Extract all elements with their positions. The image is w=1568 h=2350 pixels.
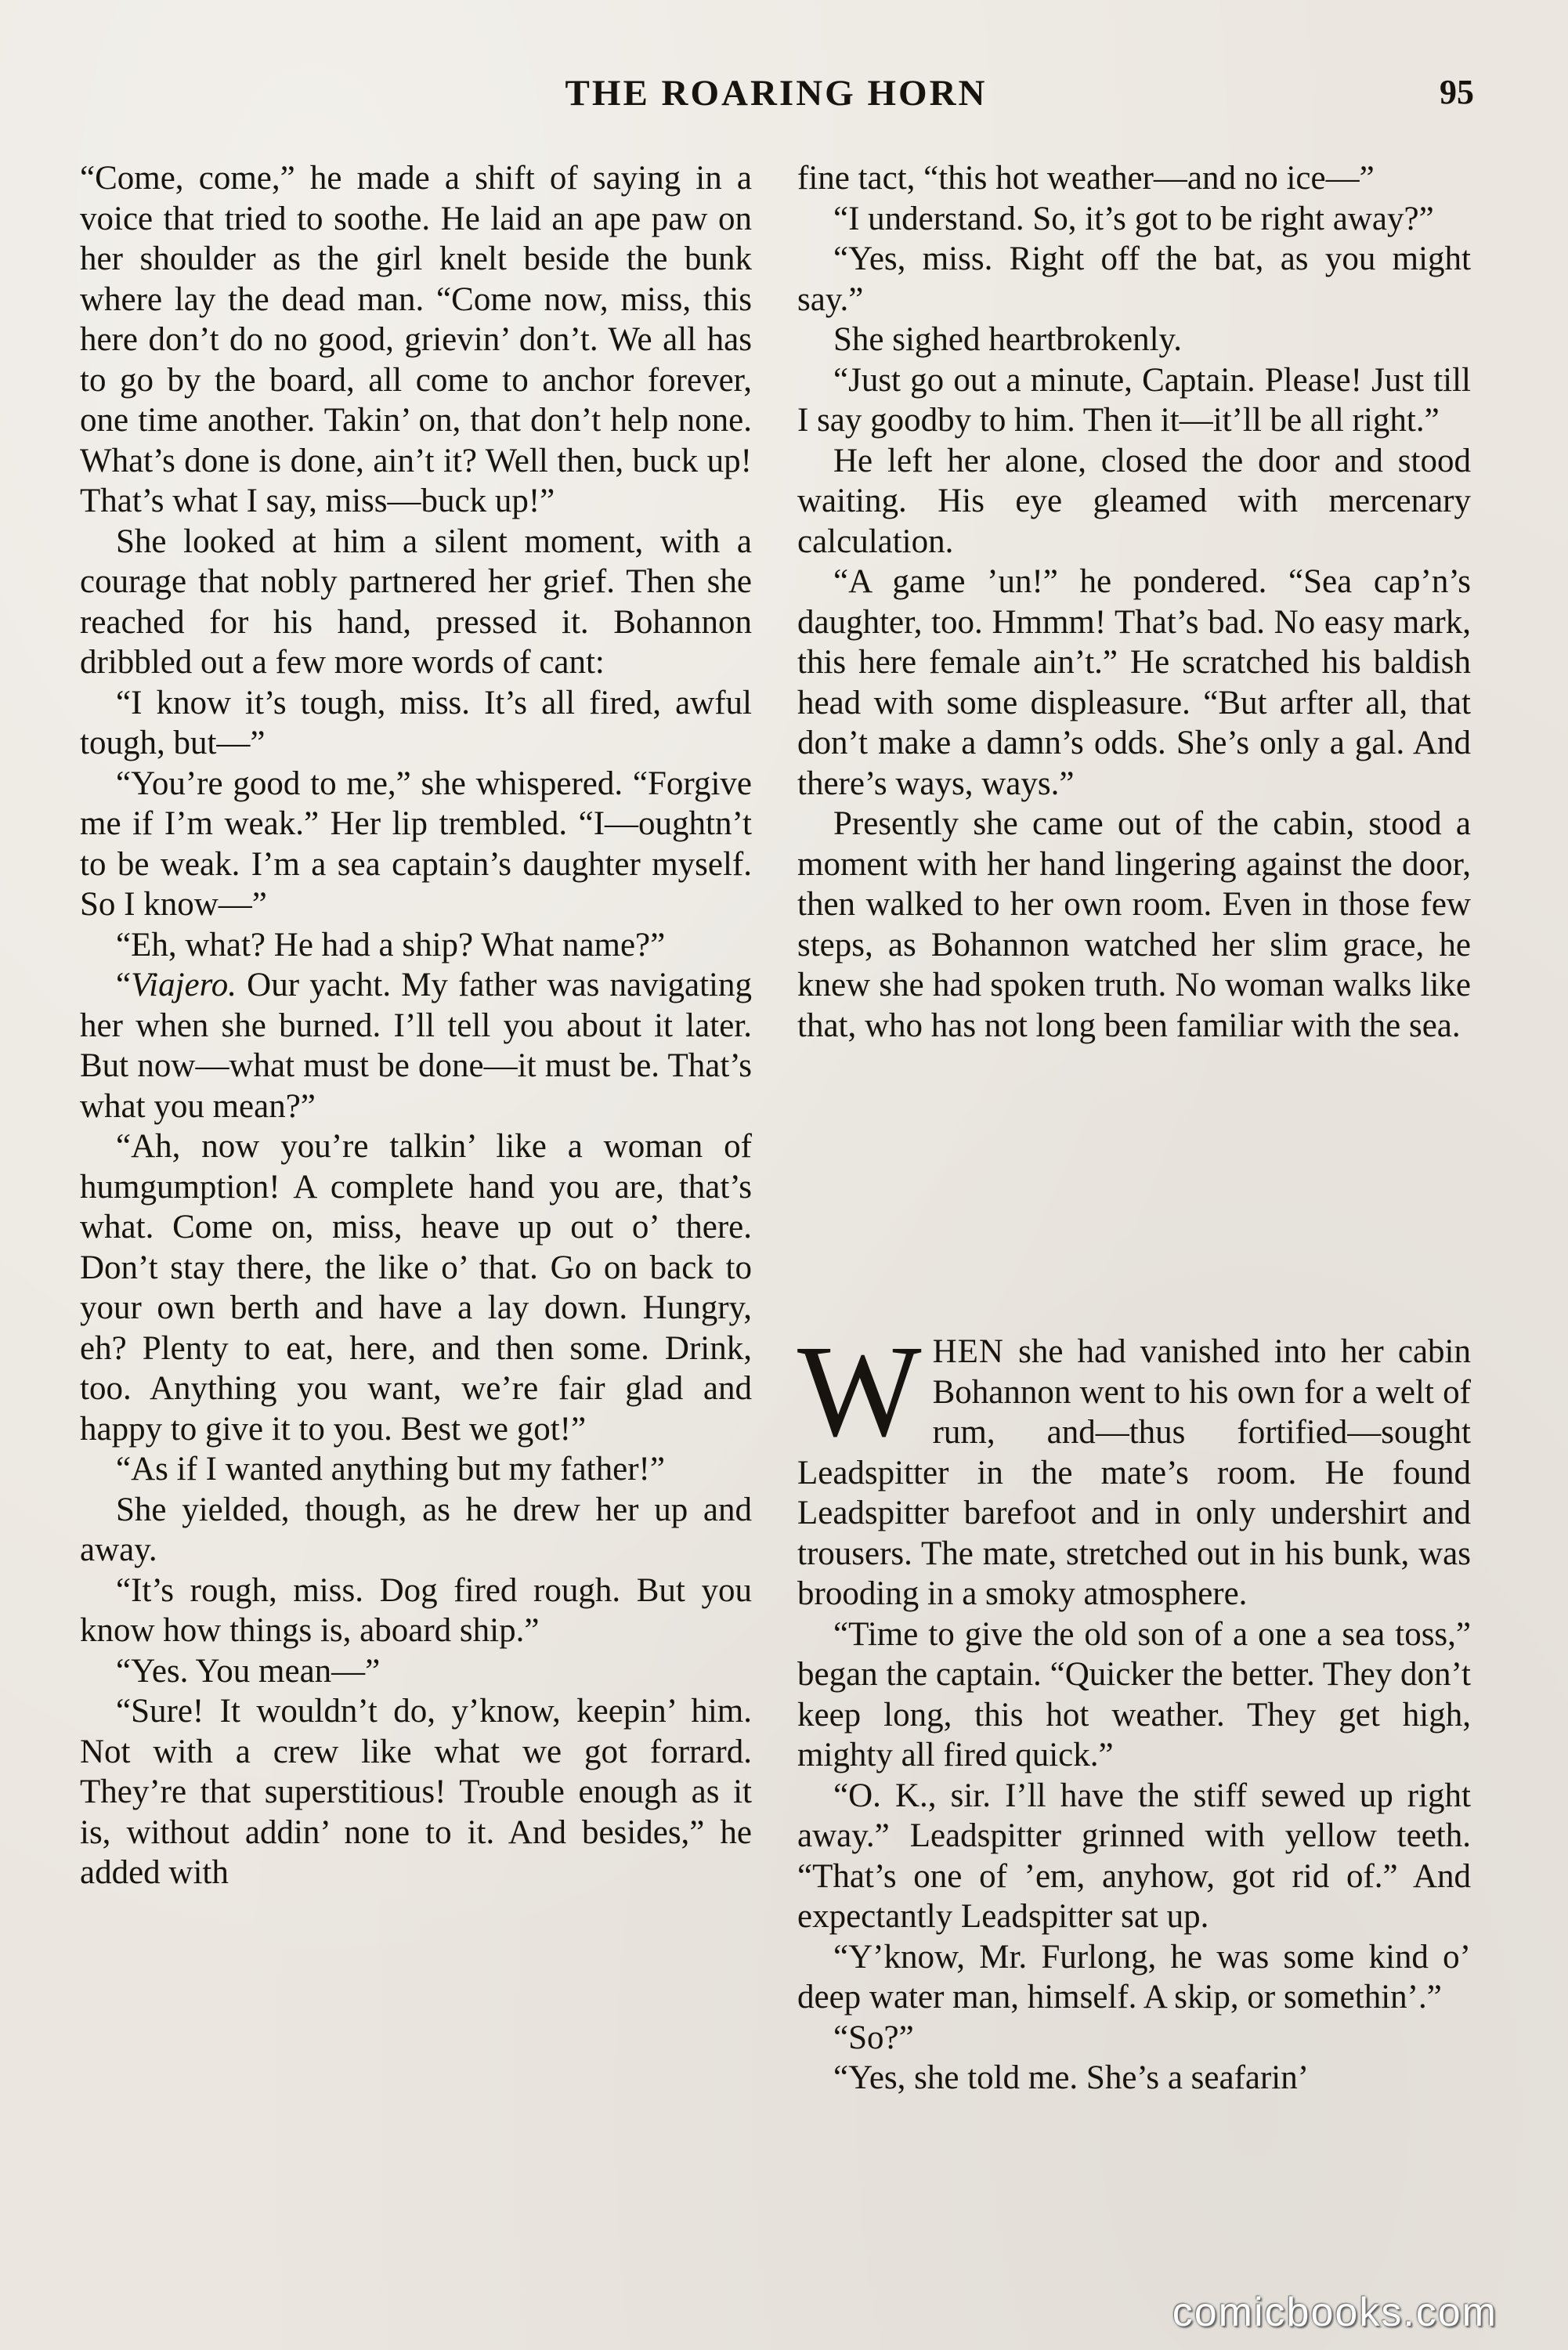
paragraph: She looked at him a silent moment, with a courage that nobly partnered her grief. Then she reached for his hand, pressed it. Bohannon dribbled out a few more words of cant: bbox=[80, 522, 752, 681]
drop-cap: W bbox=[797, 1318, 922, 1464]
paragraph: fine tact, “this hot weather—and no ice—” bbox=[797, 160, 1375, 197]
paragraph: “Ah, now you’re talkin’ like a woman of humgumption! A complete hand you are, that’s what. Come on, miss, heave up out o’ there. Don’t stay there, the like o’ that. Go on back to your own berth and have a lay down. Hungry, eh? Plenty to eat, here, and then some. Drink, too. Anything you want, we’re fair glad and happy to give it to you. Best we got!” bbox=[80, 1128, 752, 1448]
page-title: THE ROARING HORN bbox=[565, 73, 988, 114]
paragraph: “Time to give the old son of a one a sea toss,” began the captain. “Quicker the better. They don’t keep long, this hot weather. They get high, mighty all fired quick.” bbox=[797, 1615, 1471, 1773]
paragraph: “A game ’un!” he pondered. “Sea cap’n’s daughter, too. Hmmm! That’s bad. No easy mark, this here female ain’t.” He scratched his baldish head with some displeasure. “But arfter all, that don’t make a damn’s odds. She’s only a gal. And there’s ways, ways.” bbox=[797, 563, 1471, 802]
paragraph-viajero bbox=[80, 965, 752, 1126]
paragraph: “Yes, she told me. She’s a seafarin’ bbox=[833, 2059, 1310, 2096]
paragraph: He left her alone, closed the door and stood waiting. His eye gleamed with mercenary calculation. bbox=[797, 442, 1471, 560]
paragraph: She sighed heartbrokenly. bbox=[833, 321, 1183, 358]
paragraph: “I understand. So, it’s got to be right away?” bbox=[833, 200, 1434, 237]
left-column bbox=[80, 158, 752, 1893]
paragraph-text: she had vanished into her cabin Bohannon went to his own for a welt of rum, and—thus fortified—sought Leadspitter in the mate’s room. He found Leadspitter barefoot and in only undershirt and trousers. The mate, stretched out in his bunk, was brooding in a smoky atmosphere. bbox=[797, 1333, 1471, 1612]
paragraph: “Come, come,” he made a shift of saying in a voice that tried to soothe. He laid an ape paw on her shoulder as the girl knelt beside the bunk where lay the dead man. “Come now, miss, this here don’t do no good, grievin’ don’t. We all has to go by the board, all come to anchor forever, one time another. Takin’ on, that don’t help none. What’s done is done, ain’t it? Well then, buck up! That’s what I say, miss—buck up!” bbox=[80, 160, 752, 519]
paragraph: She yielded, though, as he drew her up and away. bbox=[80, 1491, 752, 1568]
paragraph: “I know it’s tough, miss. It’s all fired, awful tough, but—” bbox=[80, 684, 752, 761]
watermark: comicbooks.com bbox=[1172, 2290, 1498, 2335]
section-opening-paragraph bbox=[797, 1318, 1471, 1614]
opening-word: HEN bbox=[932, 1333, 1004, 1370]
open-quote: “ bbox=[116, 967, 132, 1003]
section-two bbox=[797, 1318, 1471, 2099]
paragraph-text: Our yacht. My father was navigating her when she burned. I’ll tell you about it later. But now—what must be done—it must be. That’s what you mean?” bbox=[80, 967, 752, 1125]
paragraph: Presently she came out of the cabin, stood a moment with her hand lingering against the door, then walked to her own room. Even in those few steps, as Bohannon watched her slim grace, he knew she had spoken truth. No woman walks like that, who has not long been familiar with the sea. bbox=[797, 805, 1471, 1044]
paragraph: “So?” bbox=[833, 2019, 914, 2056]
page-number: 95 bbox=[1440, 73, 1474, 111]
right-column bbox=[797, 158, 1471, 1046]
paragraph: “Yes. You mean—” bbox=[116, 1652, 381, 1690]
paragraph: “You’re good to me,” she whispered. “Forgive me if I’m weak.” Her lip trembled. “I—oughtn’t to be weak. I’m a sea captain’s daughter myself. So I know—” bbox=[80, 765, 752, 923]
paragraph: “Y’know, Mr. Furlong, he was some kind o’ deep water man, himself. A skip, or somethin’.” bbox=[797, 1938, 1471, 2016]
paragraph: “O. K., sir. I’ll have the stiff sewed up right away.” Leadspitter grinned with yellow teeth. “That’s one of ’em, anyhow, got rid of.” And expectantly Leadspitter sat up. bbox=[797, 1777, 1471, 1935]
paragraph: “Yes, miss. Right off the bat, as you might say.” bbox=[797, 240, 1471, 318]
paragraph: “Sure! It wouldn’t do, y’know, keepin’ him. Not with a crew like what we got forrard. They’re that superstitious! Trouble enough as it is, without addin’ none to it. And besides,” he added with bbox=[80, 1693, 752, 1891]
running-header bbox=[78, 72, 1474, 119]
paragraph: “It’s rough, miss. Dog fired rough. But you know how things is, aboard ship.” bbox=[80, 1571, 752, 1649]
paragraph: “As if I wanted anything but my father!” bbox=[116, 1451, 665, 1488]
paragraph: “Just go out a minute, Captain. Please! Just till I say goodby to him. Then it—it’ll be all right.” bbox=[797, 361, 1471, 439]
ship-name: Viajero. bbox=[131, 967, 237, 1003]
paragraph: “Eh, what? He had a ship? What name?” bbox=[116, 926, 666, 964]
